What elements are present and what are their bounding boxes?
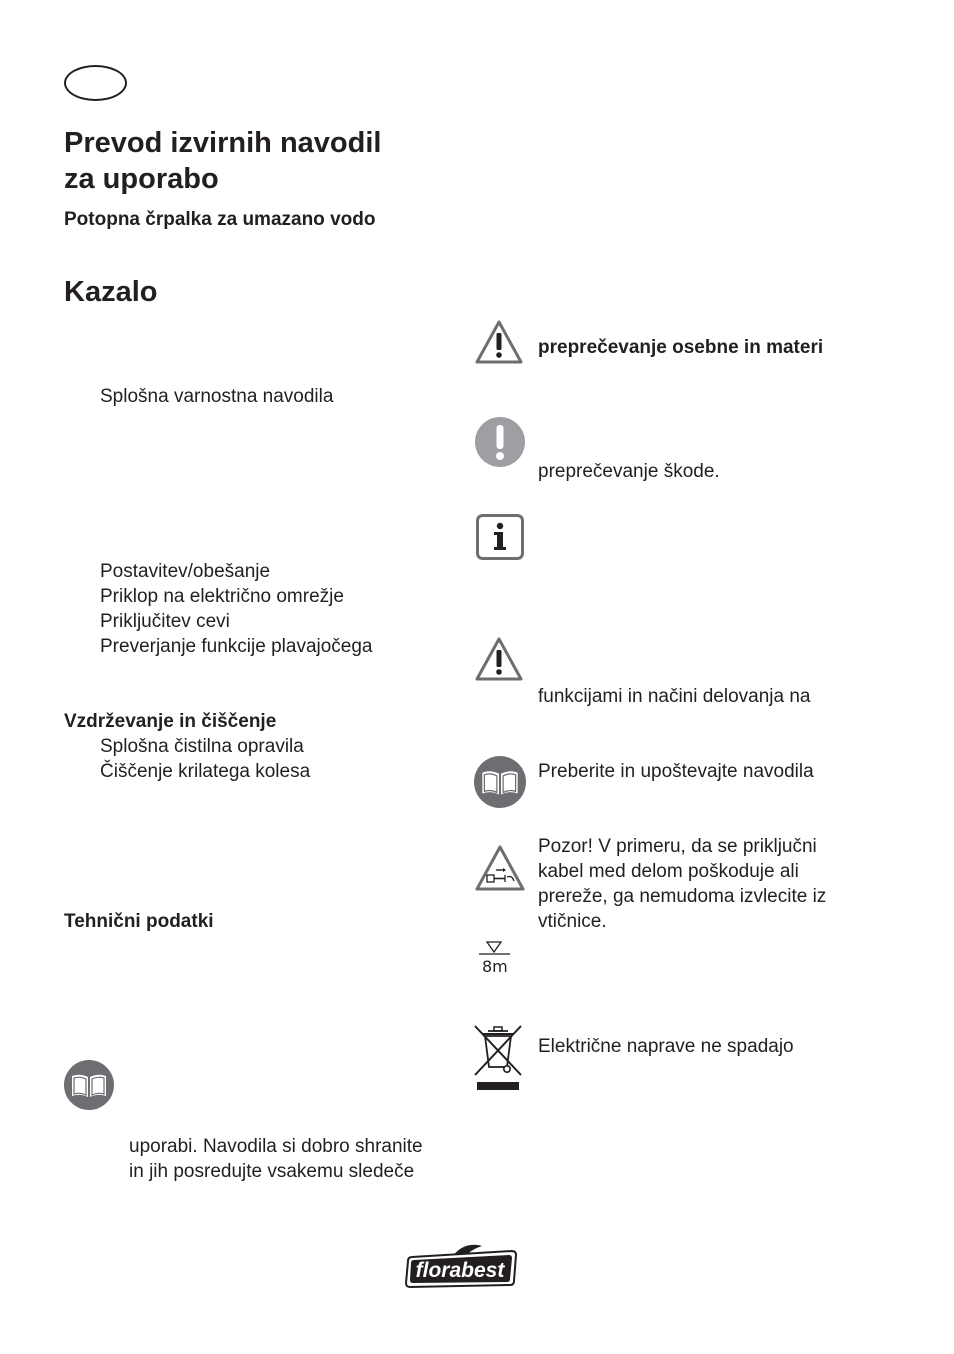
- weee-crossed-bin-icon: [474, 1025, 522, 1093]
- cable-warning-text: [538, 834, 826, 934]
- page-title-line-1: Prevod izvirnih navodil: [64, 127, 382, 159]
- cable-damage-warning-icon: [474, 844, 526, 892]
- language-badge: [64, 65, 127, 101]
- cable-warning-text-line-1: Pozor! V primeru, da se priključni: [538, 836, 817, 857]
- immersion-depth-label: 8m: [482, 957, 508, 976]
- toc-item-impeller: Čiščenje krilatega kolesa: [100, 761, 311, 782]
- warning-text-2: funkcijami in načini delovanja na: [538, 686, 811, 707]
- toc-item-cleaning: Splošna čistilna opravila: [100, 736, 304, 757]
- manual-book-icon-left: [64, 1060, 114, 1110]
- florabest-logo: [404, 1243, 518, 1294]
- instructions-text-line-1: uporabi. Navodila si dobro shranite: [129, 1136, 423, 1157]
- logo-wordmark: florabest: [415, 1259, 505, 1282]
- manual-book-icon: [474, 756, 526, 808]
- cable-warning-text-line-4: vtičnice.: [538, 911, 607, 932]
- weee-text: Električne naprave ne spadajo: [538, 1036, 794, 1057]
- toc-item-power: Priklop na električno omrežje: [100, 586, 344, 607]
- toc-item-safety: Splošna varnostna navodila: [100, 386, 334, 407]
- page-title-line-2: za uporabo: [64, 163, 219, 195]
- caution-text: preprečevanje škode.: [538, 461, 720, 482]
- page-title: [64, 125, 381, 197]
- info-icon: [476, 514, 524, 560]
- caution-exclamation-icon: [474, 416, 526, 468]
- toc-item-setup: Postavitev/obešanje: [100, 561, 271, 582]
- immersion-depth-icon: [478, 940, 512, 956]
- toc-item-float: Preverjanje funkcije plavajočega: [100, 636, 373, 657]
- warning-triangle-icon: [474, 319, 524, 365]
- toc-section-tech: Tehnični podatki: [64, 911, 214, 932]
- page-subtitle: Potopna črpalka za umazano vodo: [64, 209, 376, 230]
- warning-triangle-icon-2: [474, 636, 524, 682]
- manual-text: Preberite in upoštevajte navodila: [538, 761, 814, 782]
- toc-heading: Kazalo: [64, 276, 158, 308]
- toc-section-maintenance: Vzdrževanje in čiščenje: [64, 711, 277, 732]
- warning-text: preprečevanje osebne in materi: [538, 337, 824, 358]
- toc-item-hose: Priključitev cevi: [100, 611, 230, 632]
- cable-warning-text-line-3: prereže, ga nemudoma izvlecite iz: [538, 886, 827, 907]
- cable-warning-text-line-2: kabel med delom poškoduje ali: [538, 861, 799, 882]
- instructions-text-line-2: in jih posredujte vsakemu sledeče: [129, 1161, 415, 1182]
